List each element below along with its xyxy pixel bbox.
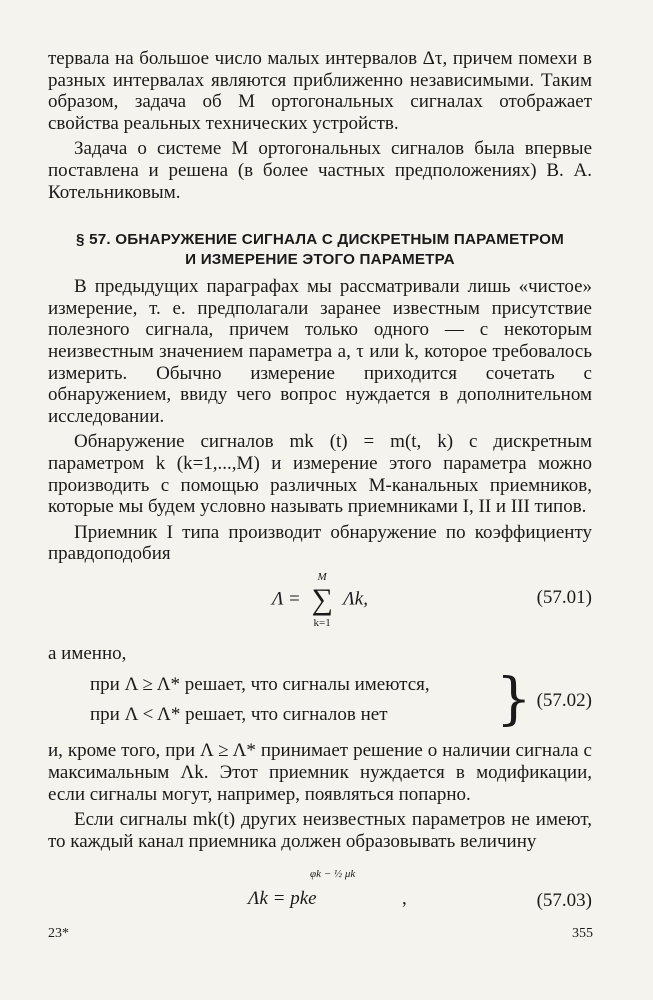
page-number: 355: [572, 926, 593, 941]
condition-line-1: при Λ ≥ Λ* решает, что сигналы имеются,: [90, 674, 430, 696]
sum-symbol: M ∑ k=1: [311, 570, 333, 629]
formula-term: Λk,: [343, 588, 368, 610]
heading-line-2: И ИЗМЕРЕНИЕ ЭТОГО ПАРАМЕТРА: [185, 251, 455, 269]
heading-line-1: § 57. ОБНАРУЖЕНИЕ СИГНАЛА С ДИСКРЕТНЫМ ПАРАМЕТРОМ: [76, 231, 564, 249]
paragraph-1: тервала на большое число малых интервалов Δτ, причем помехи в разных интервалах являются приближенно независимыми. Таким образом, задача об M ортогональных сигналах отображает свойства реальных технических устройств.: [48, 48, 592, 134]
equation-number: (57.03): [536, 890, 592, 912]
paragraph-6: а именно,: [48, 642, 127, 664]
equation-number: (57.02): [536, 690, 592, 712]
paragraph-2: Задача о системе M ортогональных сигналов была впервые поставлена и решена (в более частных предположениях) В. А. Котельниковым.: [48, 138, 592, 203]
paragraph-3: В предыдущих параграфах мы рассматривали лишь «чистое» измерение, т. е. предполагали заранее известным присутствие полезного сигнала, причем только одного — с некоторым неизвестным значением параметра a, τ или k, которое требовалось измерить. Обычно измерение приходится сочетать с обнаружением, ввиду чего вопрос нуждается в дополнительном исследовании.: [48, 276, 592, 427]
paragraph-7: и, кроме того, при Λ ≥ Λ* принимает решение о наличии сигнала с максимальным Λk. Этот приемник нуждается в модификации, если сигналы могут, например, появляться попарно.: [48, 740, 592, 805]
sum-upper-limit: M: [317, 570, 327, 583]
formula-lhs: Λ =: [272, 588, 301, 610]
formula-exponent: φk − ½ μk: [310, 868, 356, 881]
formula-tail: ,: [402, 888, 407, 910]
condition-line-2: при Λ < Λ* решает, что сигналов нет: [90, 704, 388, 726]
formula-57-01: [48, 567, 592, 643]
formula-57-03: [48, 860, 592, 922]
signature-mark: 23*: [48, 926, 69, 941]
formula-body: Λk = pke: [248, 888, 317, 910]
paragraph-4: Обнаружение сигналов mk (t) = m(t, k) с дискретным параметром k (k=1,...,M) и измерение этого параметра можно производить с помощью различных M-канальных приемников, которые мы будем условно называть приемниками I, II и III типов.: [48, 431, 592, 518]
section-heading: [48, 230, 592, 270]
equation-number: (57.01): [536, 586, 592, 608]
right-brace: }: [496, 667, 532, 733]
sum-lower-limit: k=1: [313, 616, 331, 629]
paragraph-5: Приемник I типа производит обнаружение по коэффициенту правдоподобия: [48, 521, 592, 565]
formula-57-02: [48, 667, 592, 740]
paragraph-8: Если сигналы mk(t) других неизвестных параметров не имеют, то каждый канал приемника должен образовывать величину: [48, 809, 592, 852]
page-content: [48, 48, 592, 922]
